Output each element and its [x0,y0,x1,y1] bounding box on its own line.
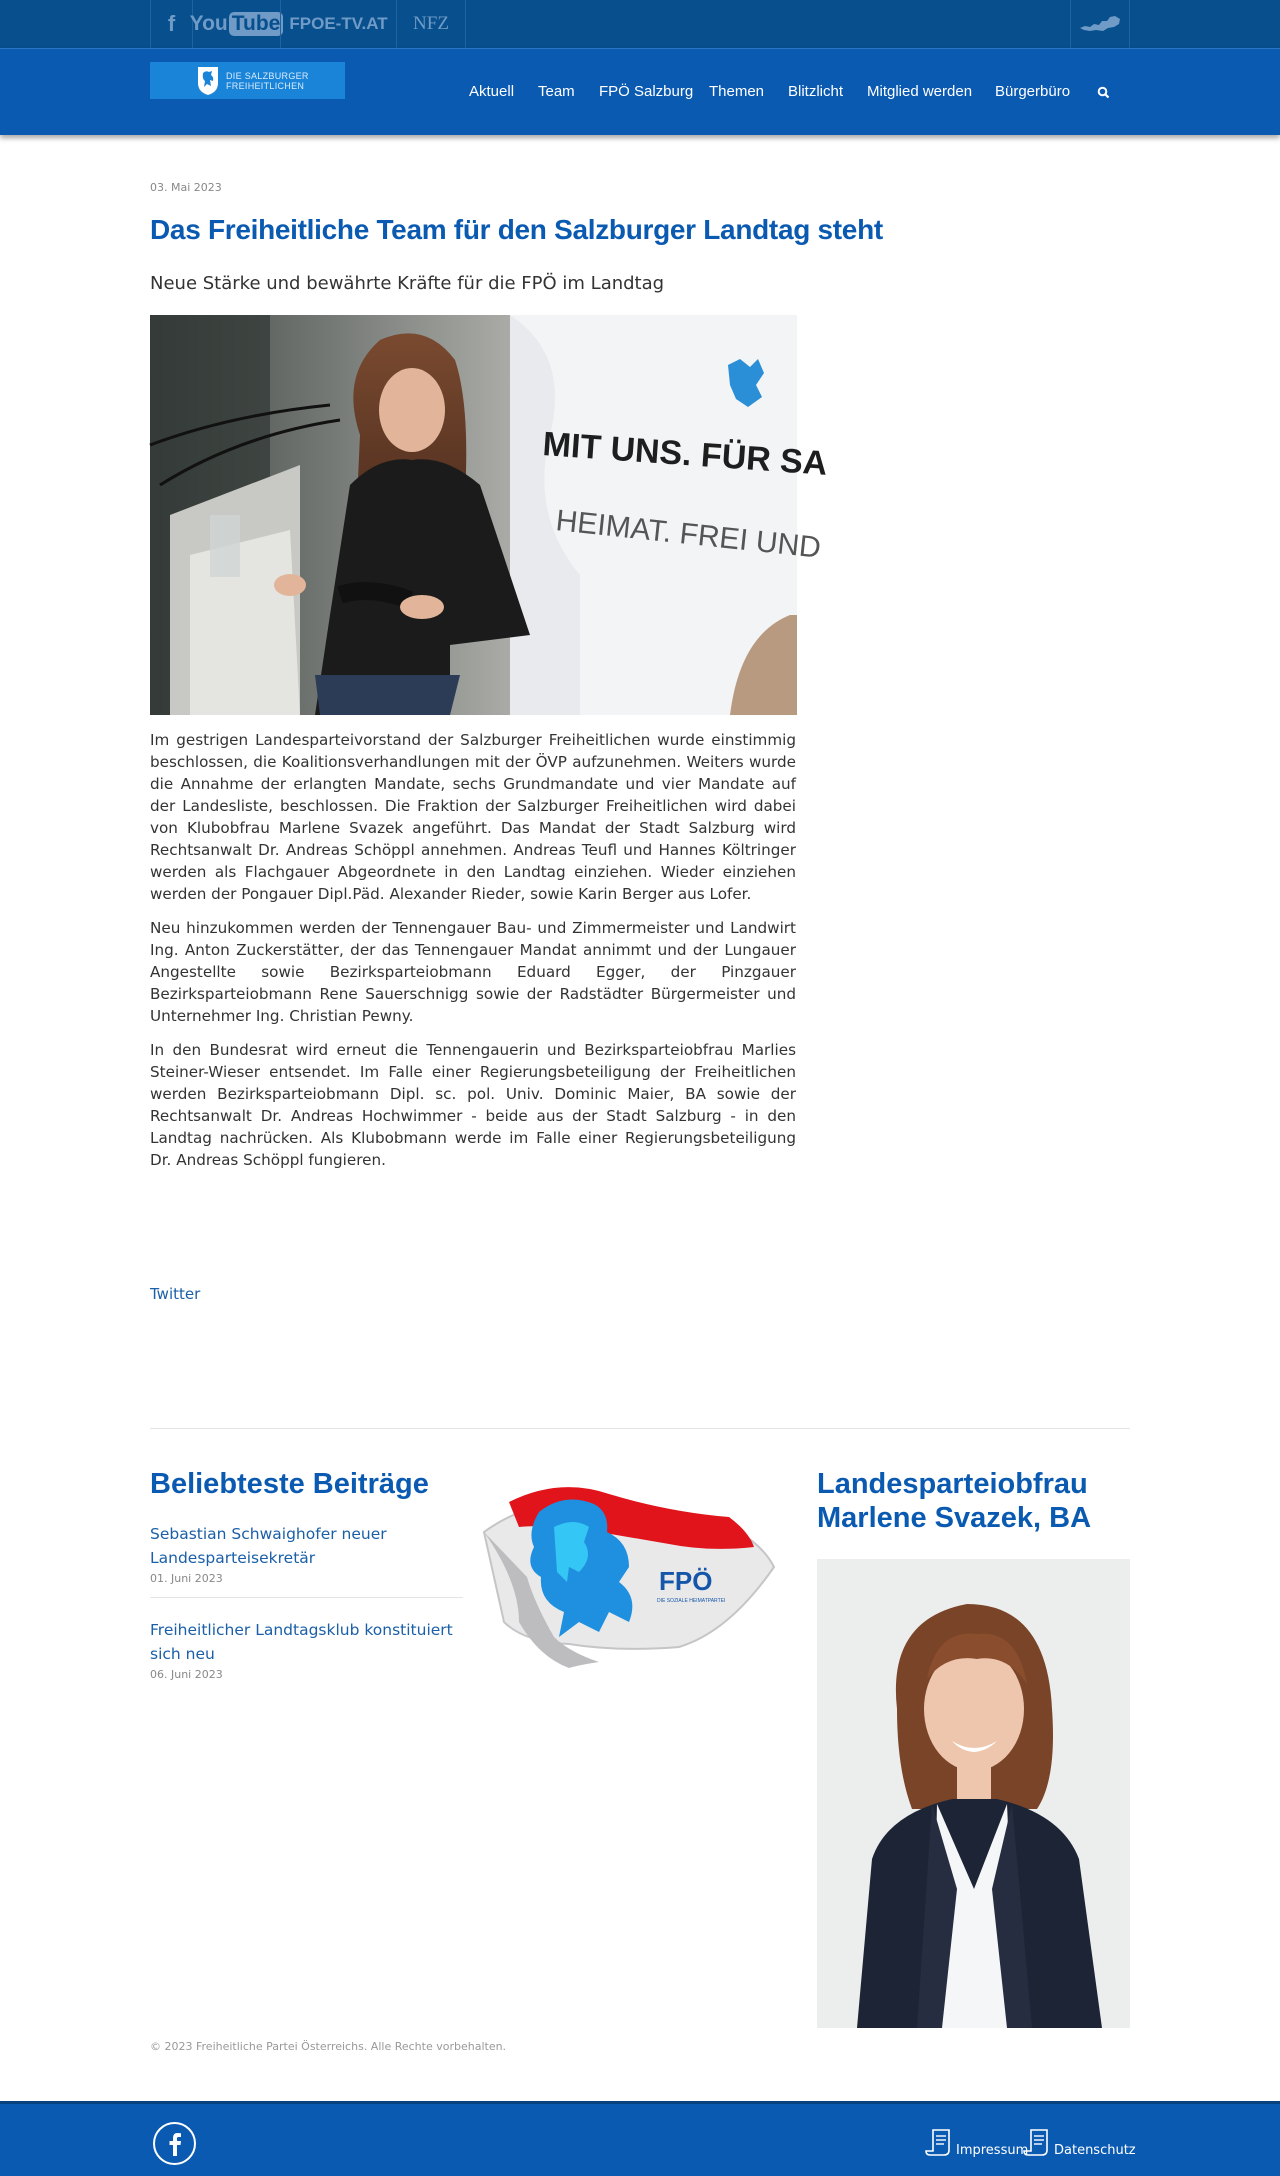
chairwoman-portrait [817,1559,1130,2028]
footer-bar [0,2101,1280,2176]
logo-text [226,71,309,91]
fpoe-flag-icon [479,1472,777,1672]
impressum-link[interactable] [924,2128,1028,2158]
fpoe-logo-small-text: DIE SOZIALE HEIMATPARTEI [657,1598,726,1604]
list-item [150,1618,463,1693]
popular-post-date: 06. Juni 2023 [150,1668,223,1681]
article-title: Das Freiheitliche Team für den Salzburger Landtag steht [150,214,883,245]
popular-post-date: 01. Juni 2023 [150,1572,223,1585]
facebook-icon[interactable] [153,2122,196,2165]
search-icon-shape [1097,86,1110,99]
nav-themen[interactable]: Themen [709,83,765,100]
nav-buergerbuero[interactable]: Bürgerbüro [995,83,1071,100]
article-paragraph-3: In den Bundesrat wird erneut die Tennengauerin und Bezirksparteiobfrau Marlies Steiner-Wieser entsendet. Im Falle einer Regierungsbeteiligung der Freiheitlichen werden Bezirksparteiobmann Dipl. sc. pol. Univ. Dominic Maier, BA sowie der Rechtsanwalt Dr. Andreas Hochwimmer - beide aus der Stadt Salzburg - in den Landtag nachrücken. Als Klubobmann werde im Falle einer Regierungsbeteiligung Dr. Andreas Schöppl fungieren. [150,1041,796,1169]
nav-fpoe-salzburg[interactable]: FPÖ Salzburg [599,83,694,100]
speaker-photo [150,315,829,715]
site-logo[interactable] [150,62,345,99]
fpoe-flag-logo [479,1472,777,1672]
portrait-photo [817,1559,1130,2028]
chairwoman-title-line-2: Marlene Svazek, BA [817,1502,1092,1534]
youtube-tube-text: Tube [229,12,284,36]
datenschutz-label: Datenschutz [1054,2143,1136,2158]
fpoe-logo-text: FPÖ [659,1566,713,1596]
hero-banner-line-2: HEIMAT. FREI UND [554,504,823,565]
austria-map-shape [1078,13,1122,35]
main-header [0,48,1280,135]
popular-post-link[interactable]: Sebastian Schwaighofer neuer Landesparteisekretär [150,1525,387,1567]
logo-line-2: FREIHEITLICHEN [226,80,305,91]
logo-line-1: DIE SALZBURGER [226,70,309,81]
facebook-icon[interactable]: f [150,0,192,48]
nav-mitglied-werden[interactable]: Mitglied werden [867,83,973,100]
list-item [150,1522,463,1598]
nfz-link[interactable]: NFZ [396,0,466,48]
search-icon[interactable] [1097,86,1110,103]
section-divider [150,1428,1130,1429]
article-paragraph-2: Neu hinzukommen werden der Tennengauer Bau- und Zimmermeister und Landwirt Ing. Anton Zuckerstätter, der das Tennengauer Mandat annimmt und der Lungauer Angestellte sowie Bezirksparteiobmann Eduard Egger, der Pinzgauer Bezirksparteiobmann Rene Sauerschnigg sowie der Radstädter Bürgermeister und Unternehmer Ing. Christian Pewny. [150,919,796,1025]
hero-banner-line-1: MIT UNS. FÜR SA [541,425,829,483]
chairwoman-title-line-1: Landesparteiobfrau [817,1468,1088,1500]
lion-crest-icon [195,65,221,96]
nav-aktuell[interactable]: Aktuell [469,83,515,100]
twitter-link[interactable]: Twitter [150,1285,201,1303]
social-topbar [0,0,1280,48]
youtube-you-text: You [189,12,228,35]
austria-map-icon[interactable] [1070,0,1130,48]
popular-post-link[interactable]: Freiheitlicher Landtagsklub konstituiert sich neu [150,1621,453,1663]
youtube-link[interactable] [189,0,281,48]
datenschutz-link[interactable] [1022,2128,1136,2158]
article-date: 03. Mai 2023 [150,181,222,194]
article-paragraph-1: Im gestrigen Landesparteivorstand der Salzburger Freiheitlichen wurde einstimmig beschlossen, die Koalitionsverhandlungen mit der ÖVP aufzunehmen. Weiters wurde die Annahme der erlangten Mandate, sechs Grundmandate und vier Mandate auf der Landesliste, beschlossen. Die Fraktion der Salzburger Freiheitlichen wird dabei von Klubobfrau Marlene Svazek angeführt. Das Mandat der Stadt Salzburg wird Rechtsanwalt Dr. Andreas Schöppl annehmen. Andreas Teufl und Hannes Költringer werden als Flachgauer Abgeordnete in den Landtag einziehen. Wieder einziehen werden der Pongauer Dipl.Päd. Alexander Rieder, sowie Karin Berger aus Lofer. [150,731,796,903]
article-subtitle: Neue Stärke und bewährte Kräfte für die FPÖ im Landtag [150,273,665,294]
nav-blitzlicht[interactable]: Blitzlicht [788,83,844,100]
copyright-text: © 2023 Freiheitliche Partei Österreichs. Alle Rechte vorbehalten. [150,2040,507,2053]
popular-posts-list [150,1522,463,1713]
chairwoman-title [817,1467,1091,1535]
fpoe-tv-link[interactable]: FPOE-TV.AT [280,0,396,48]
popular-posts-title: Beliebteste Beiträge [150,1468,429,1500]
facebook-glyph [168,2132,182,2156]
impressum-label: Impressum [956,2143,1029,2158]
article-hero-image [150,315,829,715]
nav-team[interactable]: Team [538,83,575,100]
document-icon [1022,2128,1052,2158]
document-icon [924,2128,954,2158]
article-body [150,729,796,1183]
